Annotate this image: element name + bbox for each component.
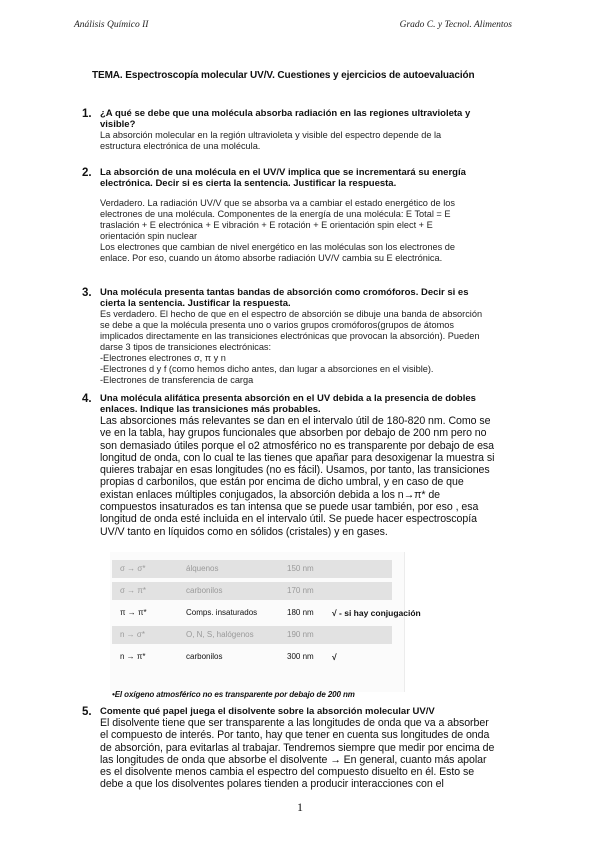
question-text: Una molécula presenta tantas bandas de absorción como cromóforos. Decir si es cierta la sentencia. Justificar la respuesta. bbox=[100, 287, 469, 309]
answer-text: Es verdadero. El hecho de que en el espectro de absorción se dibuje una banda de absorción se debe a que la molécula presenta uno o varios grupos cromóforos(grupos de átomos implicados directamente en las transiciones electrónicas que provocan la absorción). Pueden darse 3 tipos de transiciones electrónicas: -Electrones electrones σ, π y n -Electrones d y f (como hemos dicho antes, dan lugar a absorciones en el visible). -Electrones de transferencia de carga bbox=[100, 309, 483, 385]
table-row: π → π* Comps. insaturados 180 nm √ - si hay conjugación bbox=[120, 608, 421, 618]
question-number: 2. bbox=[82, 167, 92, 179]
question-3 bbox=[82, 287, 542, 386]
document-title: TEMA. Espectroscopía molecular UV/V. Cuestiones y ejercicios de autoevaluación bbox=[92, 70, 475, 81]
question-number: 1. bbox=[82, 108, 92, 120]
answer-text: Verdadero. La radiación UV/V que se absorba va a cambiar el estado energético de los electrones de una molécula. Componentes de la energía de una molécula: E Total = E traslación + E electrónica + E vibración + E rotación + E orientación spin elect + E orientación spin nuclear Los electrones que cambian de nivel energético en las moléculas son los electrones de enlace. Por eso, cuando un átomo absorbe radiación UV/V cambia su E electrónica. bbox=[100, 198, 455, 263]
table-footnote: •El oxígeno atmosférico no es transparente por debajo de 200 nm bbox=[112, 690, 355, 699]
table-row: n → σ* O, N, S, halógenos 190 nm bbox=[112, 626, 392, 644]
table-row: σ → σ* álquenos 150 nm bbox=[112, 560, 392, 578]
question-1 bbox=[82, 108, 542, 152]
question-5 bbox=[82, 706, 542, 791]
answer-text: Las absorciones más relevantes se dan en el intervalo útil de 180-820 nm. Como se ve en la tabla, hay grupos funcionales que absorben por debajo de 200 nm pero no son demasiado útiles porque el o2 atmosférico no es transparente por debajo de esa longitud de onda, con lo cual te las tienes que apañar para desoxigenar la muestra si quieres trabajar en esas longitudes (no es fácil). Usamos, por tanto, las transiciones propias d carbonilos, que están por encima de dicho umbral, y en caso de que existan enlaces múltiples conjugados, la absorción debida a los n→π* de compuestos insaturados es tan intensa que se puede usar también, por eso , esa longitud de onda esté incluida en el intervalo útil. Se puede hacer espectroscopía UV/V tanto en líquidos como en sólidos (cristales) y en gases. bbox=[100, 415, 495, 538]
question-text: Comente qué papel juega el disolvente sobre la absorción molecular UV/V bbox=[100, 706, 435, 717]
table-row: σ → π* carbonilos 170 nm bbox=[112, 582, 392, 600]
question-number: 3. bbox=[82, 287, 92, 299]
answer-text: La absorción molecular en la región ultravioleta y visible del espectro depende de la estructura electrónica de una molécula. bbox=[100, 130, 442, 151]
answer-text: El disolvente tiene que ser transparente a las longitudes de onda que va a absorber el compuesto de interés. Por tanto, hay que tener en cuenta sus longitudes de onda de absorción, para evitarlas al trabajar. Tendremos siempre que medir por encima de las longitudes de onda que absorbe el disolvente → En general, cuanto más apolar es el disolvente menos cambia el espectro del compuesto disuelto en él. Esto se debe a que los disolventes polares tienden a producir interacciones con el bbox=[100, 717, 495, 791]
question-2 bbox=[82, 167, 542, 264]
header-degree: Grado C. y Tecnol. Alimentos bbox=[399, 20, 512, 30]
table-row: n → π* carbonilos 300 nm √ bbox=[120, 652, 337, 662]
question-text: Una molécula alifática presenta absorción en el UV debida a la presencia de dobles enlaces. Indique las transiciones más probables. bbox=[100, 393, 476, 415]
page-number: 1 bbox=[297, 800, 303, 814]
question-number: 5. bbox=[82, 706, 92, 718]
question-4 bbox=[82, 393, 542, 538]
question-text: La absorción de una molécula en el UV/V implica que se incrementará su energía electrónica. Decir si es cierta la sentencia. Justificar la respuesta. bbox=[100, 167, 466, 189]
question-number: 4. bbox=[82, 393, 92, 405]
transitions-table bbox=[110, 552, 421, 692]
header-course: Análisis Químico II bbox=[74, 20, 149, 30]
question-text: ¿A qué se debe que una molécula absorba radiación en las regiones ultravioleta y visible? bbox=[100, 108, 471, 130]
